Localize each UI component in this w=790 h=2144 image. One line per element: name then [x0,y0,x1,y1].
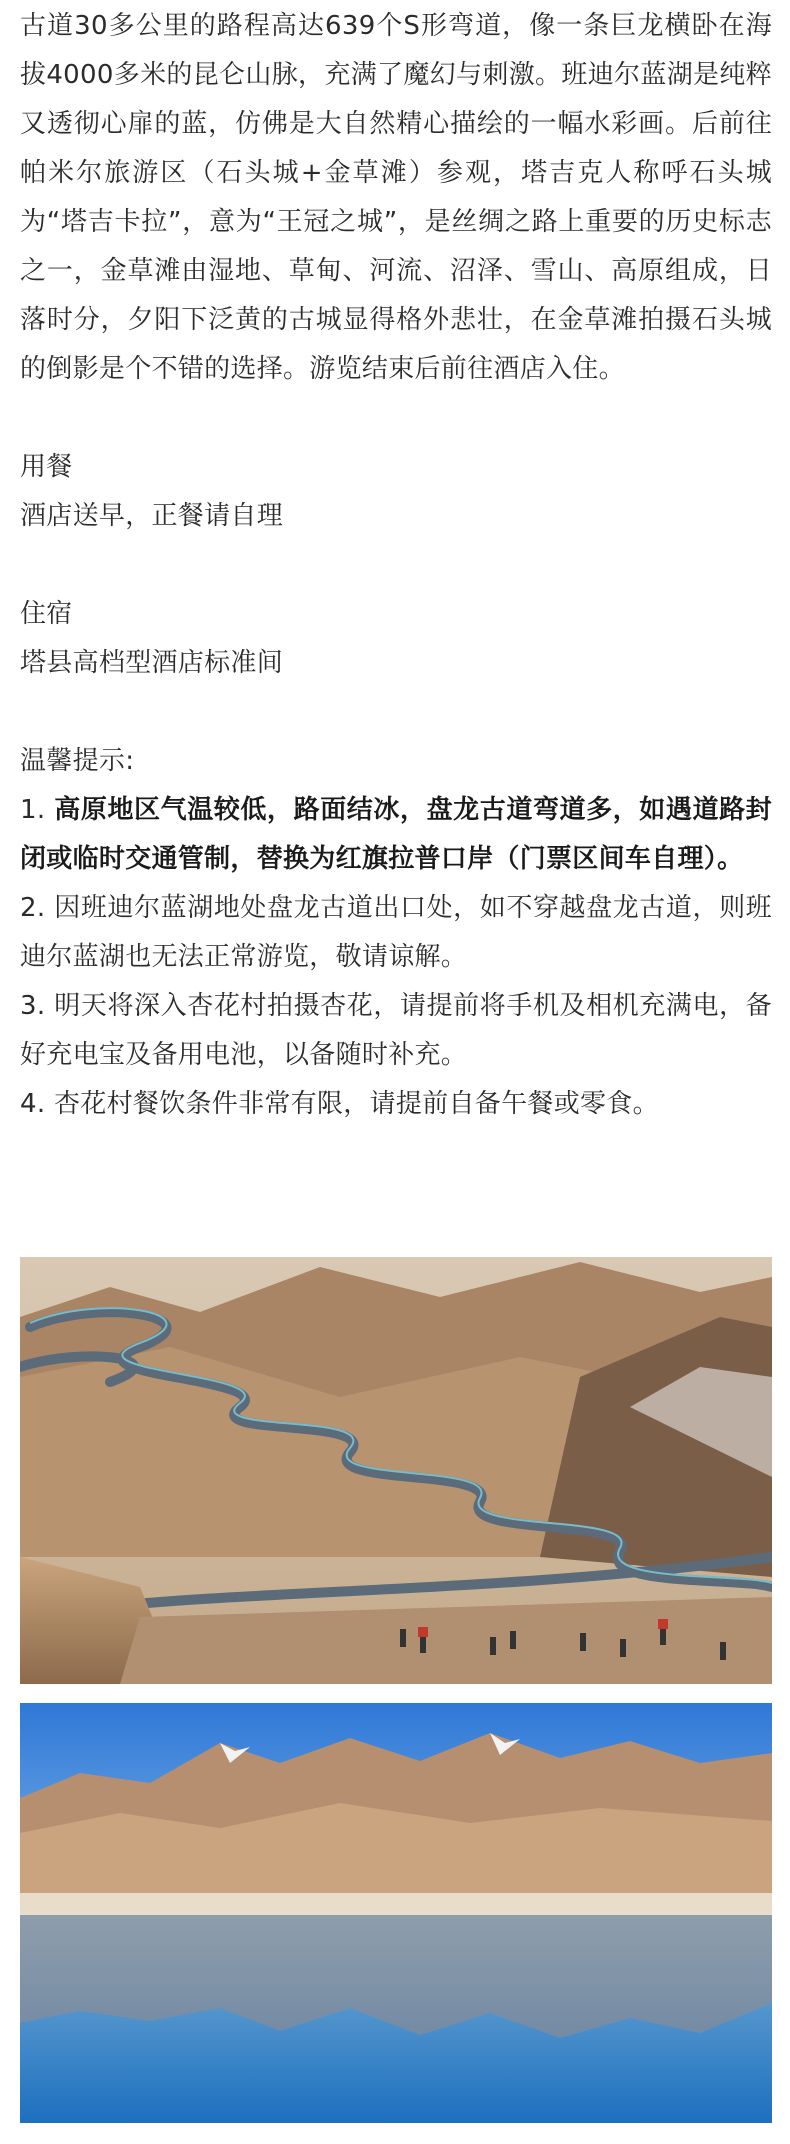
tip-number: 4. [20,1089,46,1119]
photo-blue-lake [20,1703,772,2123]
tip-number: 3. [20,991,46,1021]
tip-number: 1. [20,795,46,825]
tip-item-1 [20,786,772,884]
photo-winding-road [20,1257,772,1684]
meal-title: 用餐 [20,452,73,482]
stay-text: 塔县高档型酒店标准间 [20,648,284,678]
tip-item-2 [20,884,772,982]
tips-title: 温馨提示: [20,746,135,776]
meal-section [20,443,772,541]
tip-text: 明天将深入杏花村拍摄杏花，请提前将手机及相机充满电，备好充电宝及备用电池，以备随时补充。 [20,991,772,1070]
article-body [20,0,772,1129]
tip-text: 因班迪尔蓝湖地处盘龙古道出口处，如不穿越盘龙古道，则班迪尔蓝湖也无法正常游览，敬请谅解。 [20,893,772,972]
stay-title: 住宿 [20,599,73,629]
tip-item-3 [20,982,772,1080]
meal-text: 酒店送早，正餐请自理 [20,501,284,531]
intro-paragraph: 古道30多公里的路程高达639个S形弯道，像一条巨龙横卧在海拔4000多米的昆仑山脉，充满了魔幻与刺激。班迪尔蓝湖是纯粹又透彻心扉的蓝，仿佛是大自然精心描绘的一幅水彩画。后前往帕米尔旅游区（石头城+金草滩）参观，塔吉克人称呼石头城为“塔吉卡拉”，意为“王冠之城”，是丝绸之路上重要的历史标志之一，金草滩由湿地、草甸、河流、沼泽、雪山、高原组成，日落时分，夕阳下泛黄的古城显得格外悲壮，在金草滩拍摄石头城的倒影是个不错的选择。游览结束后前往酒店入住。 [20,11,772,384]
tip-text-bold: 高原地区气温较低，路面结冰，盘龙古道弯道多，如遇道路封闭或临时交通管制，替换为红旗拉普口岸（门票区间车自理）。 [20,795,772,874]
tip-number: 2. [20,893,46,923]
tip-item-4 [20,1080,772,1129]
tip-text: 杏花村餐饮条件非常有限，请提前自备午餐或零食。 [54,1089,659,1119]
stay-section [20,590,772,688]
